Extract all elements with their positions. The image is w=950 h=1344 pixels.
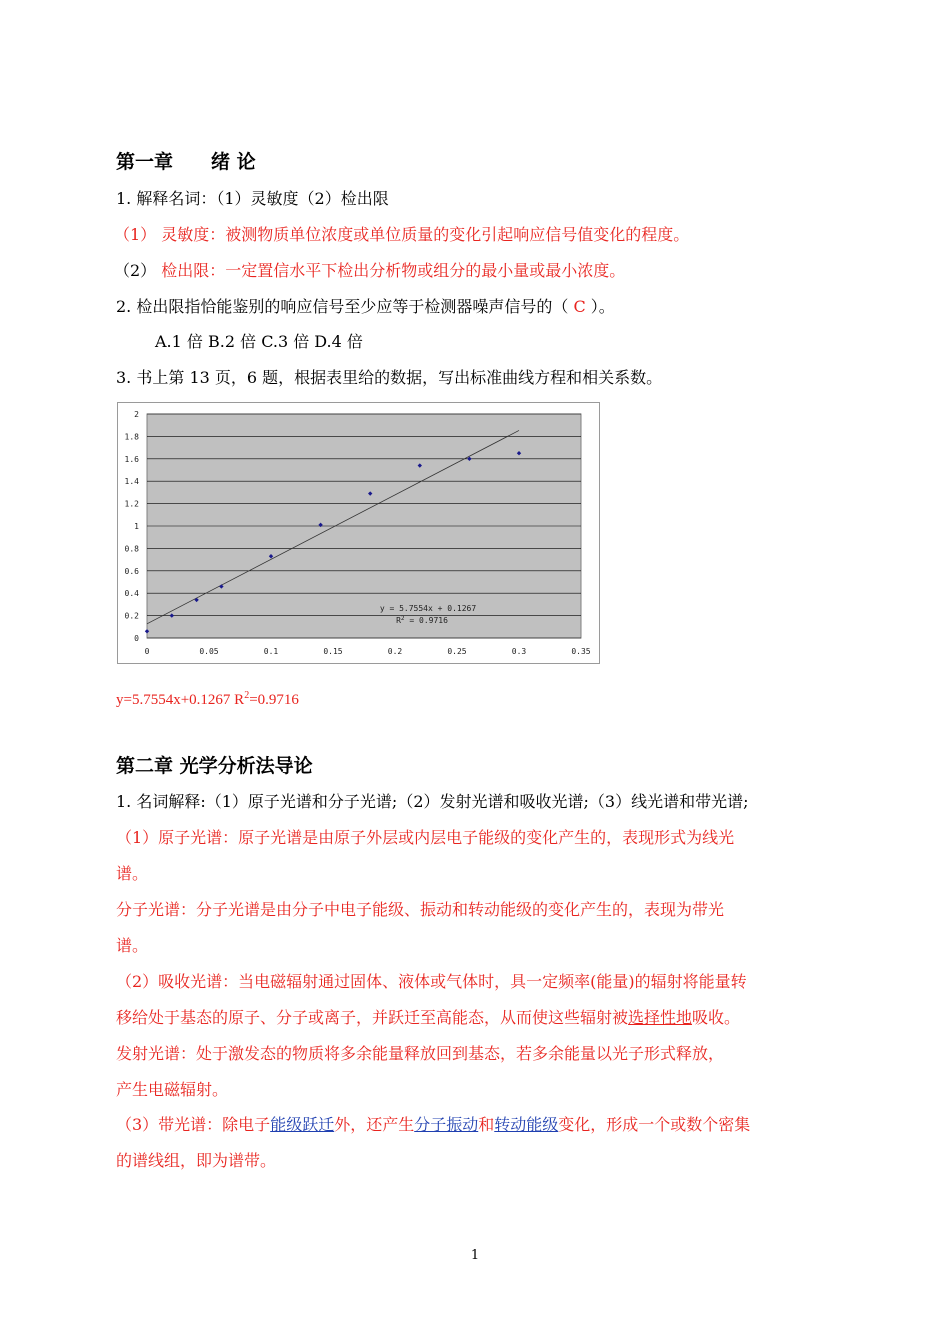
ch2-answer-3-line-1: （3）带光谱：除电子能级跃迁外，还产生分子振动和转动能级变化，形成一个或数个密集 (116, 1115, 751, 1134)
question-text-end: ）。 (590, 297, 615, 316)
answer-text: 检出限：一定置信水平下检出分析物或组分的最小量或最小浓度。 (156, 261, 626, 280)
x-tick-label: 0.2 (387, 647, 403, 656)
y-tick-label: 1.8 (124, 432, 139, 442)
ch2-answer-1-line-2: 谱。 (116, 864, 149, 883)
y-tick-label: 1 (134, 522, 139, 531)
y-tick-label: 0.4 (124, 589, 139, 599)
link-molecular-vibration[interactable]: 分子振动 (414, 1115, 479, 1134)
ch2-answer-1-line-3: 分子光谱：分子光谱是由分子中电子能级、振动和转动能级的变化产生的，表现为带光 (116, 900, 725, 919)
y-tick-label: 2 (134, 410, 139, 419)
x-tick-label: 0 (144, 647, 150, 656)
ch1-question-2-options: A.1 倍 B.2 倍 C.3 倍 D.4 倍 (155, 332, 363, 351)
y-tick-label: 1.6 (124, 454, 139, 464)
question-text: 2. 检出限指恰能鉴别的响应信号至少应等于检测器噪声信号的（ (116, 297, 569, 316)
link-energy-level-transition[interactable]: 能级跃迁 (270, 1115, 335, 1134)
ch2-question-1: 1. 名词解释:（1）原子光谱和分子光谱;（2）发射光谱和吸收光谱;（3）线光谱和带光谱; (116, 792, 749, 811)
ch1-question-1: 1. 解释名词：（1）灵敏度（2）检出限 (116, 189, 389, 208)
x-tick-label: 0.05 (199, 647, 219, 656)
x-tick-label: 0.1 (263, 647, 279, 656)
ch1-question-2 (116, 297, 615, 317)
y-tick-label: 0.8 (124, 544, 139, 554)
y-axis-ticks (125, 410, 140, 643)
chapter-2-title: 第二章 光学分析法导论 (116, 755, 313, 777)
ch2-answer-2-line-3: 发射光谱：处于激发态的物质将多余能量释放回到基态，若多余能量以光子形式释放， (116, 1044, 725, 1063)
underlined-term: 选择性地 (628, 1008, 693, 1027)
ch1-answer-1-detection-limit (114, 261, 625, 281)
ch2-answer-2-line-1: （2）吸收光谱：当电磁辐射通过固体、液体或气体时，具一定频率(能量)的辐射将能量转 (116, 972, 747, 991)
ch1-question-3: 3. 书上第 13 页，6 题，根据表里给的数据，写出标准曲线方程和相关系数。 (116, 368, 663, 387)
answer-number: （2） (114, 261, 157, 280)
ch2-answer-3-line-2: 的谱线组，即为谱带。 (116, 1151, 277, 1170)
x-tick-label: 0.15 (323, 647, 343, 656)
x-tick-label: 0.35 (571, 647, 591, 656)
equation-label: y = 5.7554x + 0.1267 (379, 604, 477, 613)
page-number: 1 (470, 1248, 480, 1263)
ch2-answer-1-line-4: 谱。 (116, 936, 149, 955)
y-tick-label: 1.4 (124, 477, 139, 487)
y-tick-label: 0 (134, 634, 139, 643)
question-answer: C (568, 297, 591, 316)
ch2-answer-2-line-2: 移给处于基态的原子、分子或离子，并跃迁至高能态，从而使这些辐射被选择性地吸收。 (116, 1008, 741, 1027)
ch1-answer-1-sensitivity: （1） 灵敏度：被测物质单位浓度或单位质量的变化引起响应信号值变化的程度。 (114, 225, 690, 244)
ch2-answer-2-line-4: 产生电磁辐射。 (116, 1080, 229, 1099)
r2-label: $R^2 = 0.9716$ (396, 615, 448, 625)
ch2-answer-1-line-1: （1）原子光谱：原子光谱是由原子外层或内层电子能级的变化产生的，表现形式为线光 (116, 828, 735, 847)
calibration-chart (117, 402, 600, 664)
ch1-result-equation: y=5.7554x+0.1267 $R^2=0.9716$ (116, 690, 299, 708)
y-tick-label: 0.2 (124, 611, 139, 621)
x-tick-label: 0.3 (511, 647, 527, 656)
x-tick-label: 0.25 (447, 647, 467, 656)
y-tick-label: 1.2 (124, 499, 139, 509)
link-rotational-energy-level[interactable]: 转动能级 (494, 1115, 559, 1134)
chart-svg (118, 403, 599, 663)
y-tick-label: 0.6 (124, 566, 139, 576)
chapter-1-title: 第一章 绪 论 (116, 151, 256, 173)
x-axis-ticks (145, 647, 591, 656)
